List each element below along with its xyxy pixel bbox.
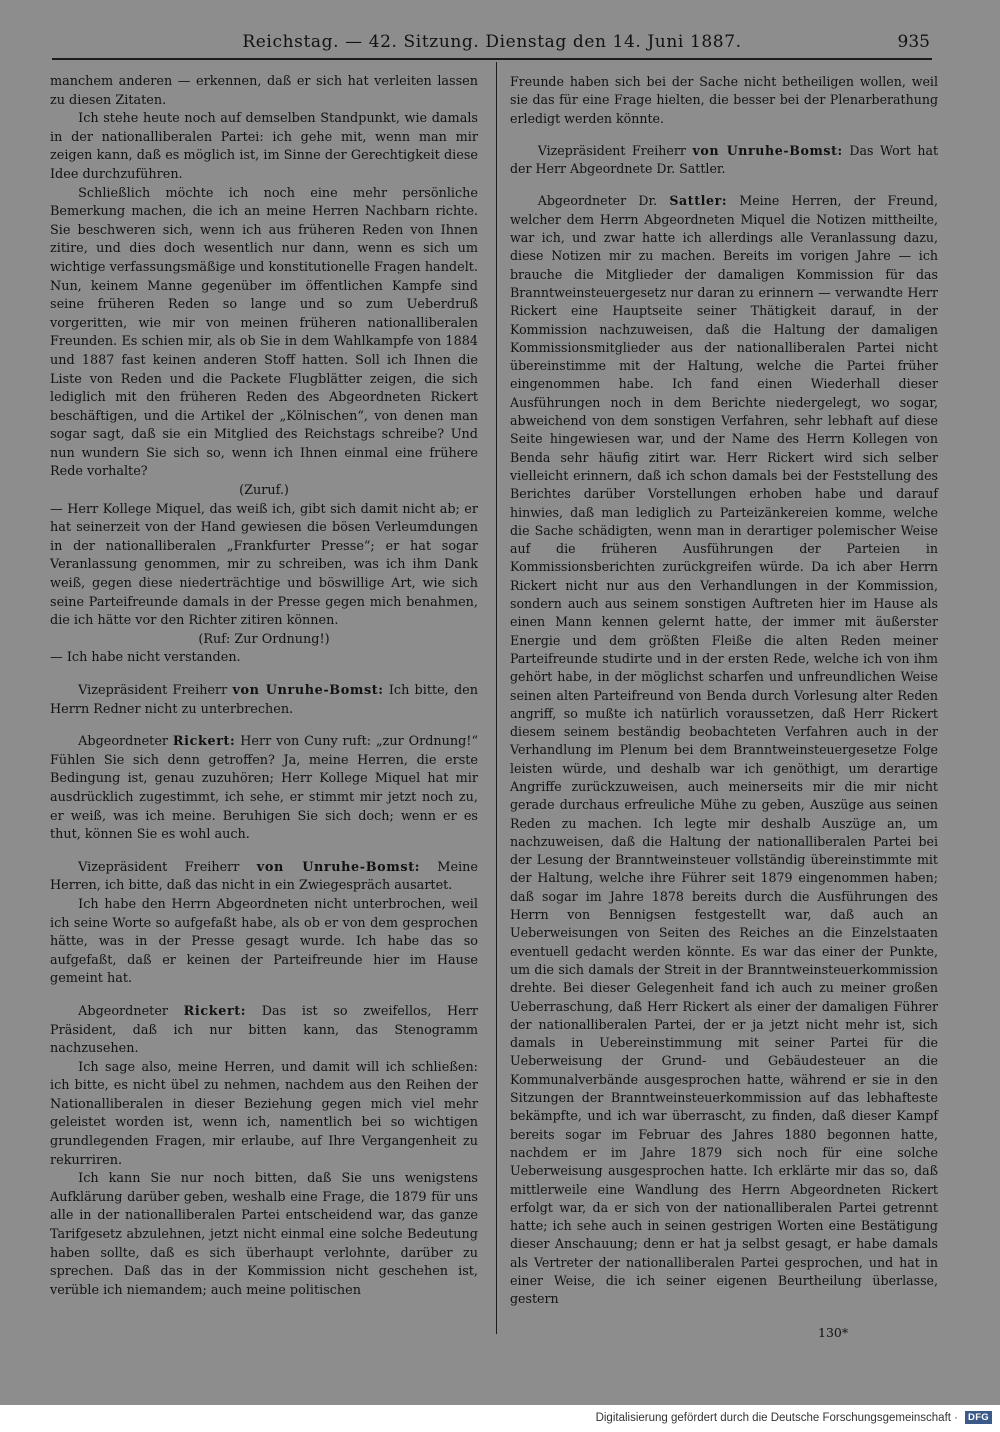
page-header: [52, 30, 932, 60]
interjection: (Zuruf.): [239, 483, 289, 499]
speaker-paragraph: [510, 192, 938, 1308]
speaker-name: Rickert:: [172, 734, 236, 750]
column-divider: [496, 62, 497, 1334]
page-number: 935: [897, 32, 930, 52]
speaker-title: Vizepräsident Freiherr: [78, 859, 257, 875]
speech-text: Meine Herren, der Freund, welcher dem Herrn Abgeordneten Miquel die Notizen mittheilte, war ich, und zwar hatte ich allerdings alle Veranlassung dazu, diese Notizen mir zu machen. Bereits im vorigen Jahre — ich brauche die Mitglieder der damaligen Kommission für das Branntweinsteuergesetz nur daran zu erinnern — verwandte Herr Rickert eine Hauptseite seiner Thätigkeit darauf, in der Kommission nachzuweisen, daß die Haltung der damaligen Kommissionsmitglieder aus der nationalliberalen Partei nicht übereinstimme mit der Haltung, welche die Partei früher eingenommen habe. Ich fand einen Wiederhall dieser Ausführungen noch in dem Berichte niedergelegt, wo sogar, abweichend von dem sonstigen Verfahren, sehr lebhaft auf diese Seite hingewiesen war, und der Name des Herrn Kollegen von Benda sehr häufig zitirt war. Herr Rickert wird sich selber vielleicht erinnern, daß ich schon damals bei der Feststellung des Berichtes darüber Vorstellungen erhoben habe und darauf hinwies, daß man lediglich zu Parteizänkereien komme, welche die Sache schädigten, wenn man in derartiger polemischer Weise auf die früheren Ausführungen der Parteien in Kommissionsberichten zurückgreifen würde. Da ich aber Herrn Rickert nicht nur aus den Verhandlungen in der Kommission, sondern auch aus seinem sonstigen Auftreten hier im Hause als einen Mann kennen gelernt hatte, der immer mit äußerster Energie und dem größten Fleiße die alten Reden meiner Parteifreunde studirte und in der ersten Rede, welche ich von ihm gehört habe, in der möglichst scharfen und unfreundlichen Weise seinen alten Parteifreund von Benda durch Vorlesung alter Reden angriff, so mußte ich natürlich voraussetzen, daß Herr Rickert diesem seinem beständig beobachteten Verfahren auch in der Verhandlung im Plenum bei dem Branntweinsteuergesetze Folge leisten würde, und deshalb war ich genöthigt, um derartige Angriffe zurückzuweisen, auch meinerseits mir die mir nicht gerade durchaus erfreuliche Mühe zu geben, Auszüge aus seinen Reden zu machen. Ich legte mir deshalb Auszüge an, um nachzuweisen, daß die Haltung der nationalliberalen Partei bei der Lesung der Branntweinsteuer vollständig übereinstimmte mit der Haltung, welche ihre Führer seit 1879 eingenommen haben; daß sogar im Jahre 1878 bereits durch die Ausführungen des Herrn von Bennigsen festgestellt war, daß auch an Ueberweisungen von Seiten des Reiches an die Einzelstaaten eventuell gedacht werden könnte. Es war das einer der Punkte, um die sich damals der Streit in der Branntweinsteuerkommission drehte. Bei dieser Gelegenheit fand ich auch zu meiner großen Ueberraschung, daß Herr Rickert als einer der damaligen Führer der nationalliberalen Partei, der er ja jetzt nicht mehr ist, sich damals in Uebereinstimmung mit seiner Partei für die Ueberweisung der Grund- und Gebäudesteuer an die Kommunalverbände ausgesprochen hatte, während er sie in den Sitzungen der Branntweinsteuerkommission auf das lebhafteste bekämpfte, und ich war überrascht, zu finden, daß dieser Kampf bereits sogar im Februar des Jahres 1880 begonnen hatte, nachdem er im Jahre 1879 sich noch für eine solche Ueberweisung ausgesprochen hatte. Ich erklärte mir das so, daß mittlerweile eine Wandlung des Herrn Abgeordneten Rickert erfolgt war, da er sich von der nationalliberalen Partei getrennt hatte; ich sehe auch in seinen gestrigen Worten eine Bestätigung dieser Anschauung; denn er hat ja selbst gesagt, er habe damals als Vertreter der nationalliberalen Partei gesprochen, und hat in einer Weise, die ich seiner eigenen Beurtheilung überlasse, gestern: [510, 193, 938, 1307]
digitization-footer: [0, 1405, 1000, 1432]
paragraph: Freunde haben sich bei der Sache nicht betheiligen wollen, weil sie das für eine Frage hielten, die besser bei der Plenarberathung erledigt werden könnte.: [510, 74, 938, 126]
paragraph: manchem anderen — erkennen, daß er sich hat verleiten lassen zu diesen Zitaten.: [50, 74, 478, 108]
speaker-title: Vizepräsident Freiherr: [537, 142, 693, 158]
speaker-name: von Unruhe-Bomst:: [256, 859, 421, 875]
speaker-name: von Unruhe-Bomst:: [232, 683, 384, 698]
left-column: [50, 73, 478, 1300]
speaker-title: Abgeordneter: [78, 1003, 184, 1019]
speaker-name: von Unruhe-Bomst:: [692, 142, 843, 158]
speaker-paragraph: [50, 682, 478, 719]
speaker-paragraph: [50, 733, 478, 845]
paragraph: Ich stehe heute noch auf demselben Standpunkt, wie damals in der nationalliberalen Partei: ich gehe mit, wenn man mir zeigen kann, daß es möglich ist, im Sinne der Gerechtigkeit diese Idee durchzuführen.: [50, 111, 478, 182]
speaker-name: Sattler:: [669, 193, 728, 209]
speech-text: Herr von Cuny ruft: „zur Ordnung!“ Fühlen Sie sich denn getroffen? Ja, meine Herren, die erste Bedingung ist, genau zuzuhören; Herr Kollege Miquel hat mir ausdrücklich zugestimmt, ich sehe, er stimmt mir jetzt noch zu, er weiß, was ich meine. Beruhigen Sie sich doch; wenn er es thut, können Sie es wohl auch.: [50, 734, 478, 843]
speech-text: Das Wort hat der Herr Abgeordnete Dr. Sattler.: [510, 142, 939, 177]
speaker-paragraph: [50, 859, 478, 896]
paragraph: Schließlich möchte ich noch eine mehr persönliche Bemerkung machen, die ich an meine Herren Nachbarn richte. Sie beschweren sich, wenn ich aus früheren Reden von Ihnen zitire, und dies doch wesentlich nur dann, wenn es sich um wichtige verfassungsmäßige und konstitutionelle Fragen handelt. Nun, keinem Manne gegenüber im öffentlichen Kampfe sind seine früheren Reden so lange und so zum Ueberdruß vorgeritten, wie mir von meinen früheren nationalliberalen Freunden. Es schien mir, als ob Sie in dem Wahlkampfe von 1884 und 1887 fast keinen anderen Stoff hatten. Soll ich Ihnen die Liste von Reden und die Packete Flugblätter zeigen, die sich lediglich mit den früheren Reden des Abgeordneten Rickert beschäftigen, und die Artikel der „Kölnischen“, von denen man sogar sagt, daß sie ein Mitglied des Reichstags schreibe? Und nun wundern Sie sich so, wenn ich Ihnen einmal eine frühere Rede vorhalte?: [50, 185, 478, 480]
speech-text: Ich bitte, den Herrn Redner nicht zu unterbrechen.: [50, 683, 478, 717]
speaker-title: Abgeordneter: [78, 734, 173, 750]
paragraph: — Ich habe nicht verstanden.: [50, 650, 241, 666]
dfg-logo: DFG: [965, 1411, 992, 1424]
speech-text: Meine Herren, ich bitte, daß das nicht in ein Zwiegespräch ausartet.: [50, 859, 478, 894]
paragraph: Ich kann Sie nur noch bitten, daß Sie uns wenigstens Aufklärung darüber geben, weshalb eine Frage, die 1879 für uns alle in der nationalliberalen Partei entscheidend war, das ganze Tarifgesetz abzulehnen, jetzt nicht einmal eine solche Bedeutung haben sollte, daß es sich überhaupt verlohnte, darüber zu sprechen. Daß das in der Kommission nicht geschehen ist, verüble ich niemandem; auch meine politischen: [50, 1171, 478, 1298]
footer-credit: Digitalisierung gefördert durch die Deutsche Forschungsgemeinschaft ·: [595, 1412, 958, 1424]
speaker-paragraph: [50, 1003, 478, 1059]
speech-text: Das ist so zweifellos, Herr Präsident, daß ich nur bitten kann, das Stenogramm nachzusehen.: [50, 1003, 478, 1057]
signature-mark: 130*: [818, 1325, 849, 1340]
paragraph: Ich sage also, meine Herren, und damit will ich schließen: ich bitte, es nicht übel zu nehmen, nachdem aus den Reihen der Nationalliberalen in dieser Beziehung gegen mich viel mehr geleistet worden ist, wenn ich, namentlich bei so wichtigen grundlegenden Fragen, mir erlaube, auf Ihre Vergangenheit zu rekurriren.: [50, 1059, 478, 1168]
running-title: Reichstag. — 42. Sitzung. Dienstag den 14. Juni 1887.: [242, 32, 742, 52]
speaker-title: Vizepräsident Freiherr: [78, 683, 233, 698]
speaker-name: Rickert:: [183, 1003, 247, 1019]
paragraph: — Herr Kollege Miquel, das weiß ich, gibt sich damit nicht ab; er hat seinerzeit von der Hand gewiesen die bösen Verleumdungen in der nationalliberalen „Frankfurter Presse“; er hat sogar Veranlassung genommen, mir zu schreiben, was ich ihm Dank weiß, gegen diese niederträchtige und böswillige Art, wie sich seine Parteifreunde damals in der Presse gegen mich benahmen, die ich hätte vor den Richter zitiren können.: [50, 501, 478, 629]
speaker-paragraph: [510, 142, 938, 179]
paragraph: Ich habe den Herrn Abgeordneten nicht unterbrochen, weil ich seine Worte so aufgefaßt habe, als ob er von dem gesprochen hätte, was in der Presse gesagt wurde. Ich habe das so aufgefaßt, daß er keinen der Parteifreunde hier im Hause gemeint hat.: [50, 896, 478, 987]
interjection: (Ruf: Zur Ordnung!): [198, 631, 330, 647]
speaker-title: Abgeordneter Dr.: [537, 193, 670, 209]
right-column: [510, 73, 938, 1309]
